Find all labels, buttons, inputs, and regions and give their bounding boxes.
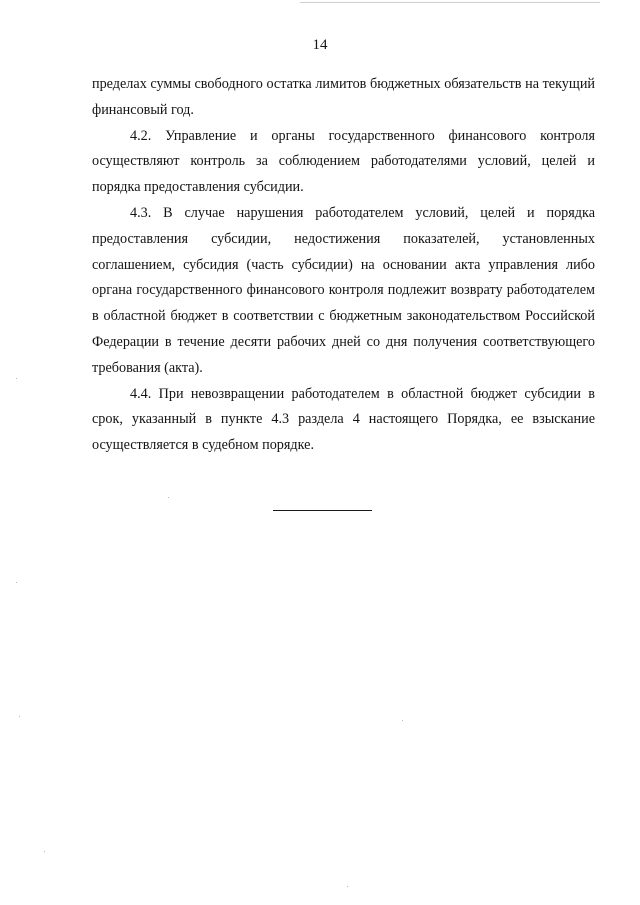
- scan-speck: [44, 851, 45, 852]
- scan-speck: [402, 720, 403, 721]
- end-of-document-rule: [273, 510, 372, 511]
- paragraph-4-2: 4.2. Управление и органы государственного финансового контроля осуществляют контроль за соблюдением работодателями условий, целей и порядка предоставления субсидии.: [92, 127, 595, 196]
- scan-speck: [19, 716, 20, 717]
- scan-speck: [16, 582, 17, 583]
- paragraph-continuation: пределах суммы свободного остатка лимитов бюджетных обязательств на текущий финансовый год.: [92, 76, 595, 118]
- page-number: 14: [312, 37, 328, 53]
- paragraph-4-3: 4.3. В случае нарушения работодателем условий, целей и порядка предоставления субсидии, недостижения показателей, установленных соглашением, субсидия (часть субсидии) на основании акта управления либо органа государственного финансового контроля подлежит возврату работодателем в областной бюджет в соответствии с бюджетным законодательством Российской Федерации в течение десяти рабочих дней со дня получения соответствующего требования (акта).: [92, 204, 595, 376]
- paragraph-4-4: 4.4. При невозвращении работодателем в областной бюджет субсидии в срок, указанный в пункте 4.3 раздела 4 настоящего Порядка, ее взыскание осуществляется в судебном порядке.: [92, 385, 595, 454]
- document-body: [92, 72, 595, 459]
- scan-speck: [347, 886, 348, 887]
- scan-speck: [16, 378, 17, 379]
- scan-speck: [168, 497, 169, 498]
- scan-top-edge: [300, 2, 600, 3]
